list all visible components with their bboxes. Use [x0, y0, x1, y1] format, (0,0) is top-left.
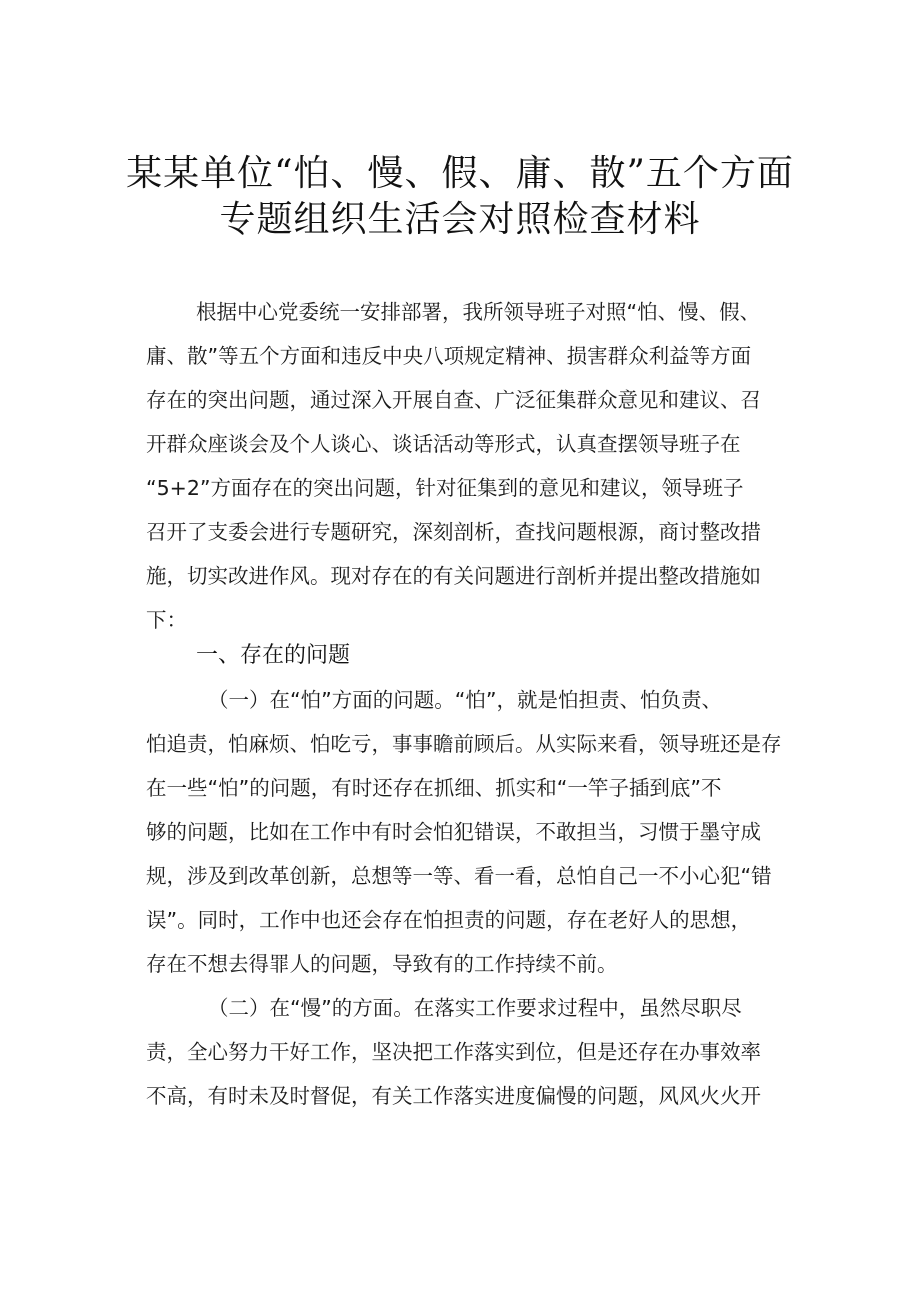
- text-line: （一）在“怕”方面的问题。“怕”，就是怕担责、怕负责、: [208, 688, 722, 712]
- text-line: 怕追责，怕麻烦、怕吃亏，事事瞻前顾后。从实际来看，领导班还是存: [146, 732, 782, 756]
- text-line: 在一些“怕”的问题，有时还存在抓细、抓实和“一竿子插到底”不: [146, 776, 722, 800]
- text-line: 不高，有时未及时督促，有关工作落实进度偏慢的问题，风风火火开: [146, 1084, 761, 1108]
- text-line: 误”。同时，工作中也还会存在怕担责的问题，存在老好人的思想，: [146, 908, 752, 932]
- text-line: 下：: [146, 608, 187, 632]
- text-line: 存在不想去得罪人的问题，导致有的工作持续不前。: [146, 952, 618, 976]
- document-title-line-1: 某某单位“怕、慢、假、庸、散”五个方面: [126, 153, 794, 194]
- text-line: 庸、散”等五个方面和违反中央八项规定精神、损害群众利益等方面: [146, 344, 752, 368]
- text-line: 召开了支委会进行专题研究，深刻剖析，查找问题根源，商讨整改措: [146, 520, 761, 544]
- text-line: 责，全心努力干好工作，坚决把工作落实到位，但是还存在办事效率: [146, 1040, 761, 1064]
- document-title-line-2: 专题组织生活会对照检查材料: [219, 199, 701, 240]
- text-line: 够的问题，比如在工作中有时会怕犯错误，不敢担当，习惯于墨守成: [146, 820, 761, 844]
- text-line: （二）在“慢”的方面。在落实工作要求过程中，虽然尽职尽: [208, 996, 742, 1020]
- text-line: 存在的突出问题，通过深入开展自查、广泛征集群众意见和建议、召: [146, 388, 761, 412]
- text-line: 规，涉及到改革创新，总想等一等、看一看，总怕自己一不小心犯“错: [146, 864, 772, 888]
- section-heading: 一、存在的问题: [196, 643, 351, 668]
- text-line: 施，切实改进作风。现对存在的有关问题进行剖析并提出整改措施如: [146, 564, 761, 588]
- text-line: “5+2”方面存在的突出问题，针对征集到的意见和建议，领导班子: [146, 476, 744, 500]
- text-line: 根据中心党委统一安排部署，我所领导班子对照“怕、慢、假、: [196, 300, 761, 324]
- text-line: 开群众座谈会及个人谈心、谈话活动等形式，认真查摆领导班子在: [146, 432, 741, 456]
